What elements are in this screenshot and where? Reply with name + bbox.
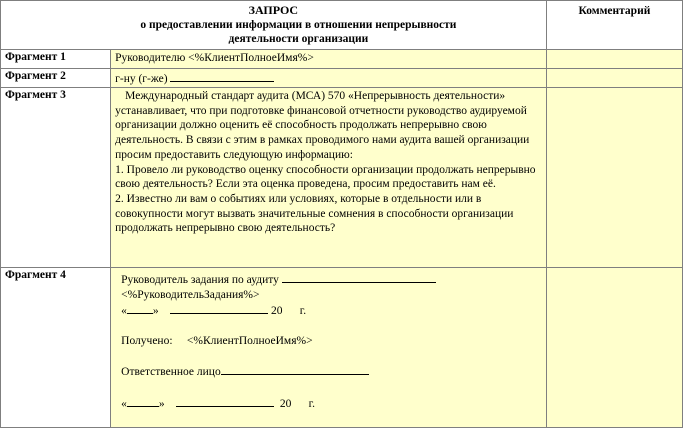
form-subtitle: о предоставлении информации в отношении непрерывности деятельности организации xyxy=(140,18,457,46)
audit-head-var: <%РуководительЗадания%> xyxy=(121,288,260,301)
fragment-2-label: Фрагмент 2 xyxy=(1,69,111,88)
audit-head-label: Руководитель задания по аудиту xyxy=(121,274,282,286)
fragment-4-label: Фрагмент 4 xyxy=(1,268,111,428)
fragment-2-text: г-ну (г-же) xyxy=(115,73,171,85)
audit-head-blank xyxy=(282,271,436,283)
fragment-1-label: Фрагмент 1 xyxy=(1,50,111,69)
received-value: <%КлиентПолноеИмя%> xyxy=(186,334,313,347)
fragment-2-content[interactable] xyxy=(111,69,547,88)
form-header xyxy=(1,1,547,50)
fragment-2-comment[interactable] xyxy=(546,69,682,88)
name-blank xyxy=(170,70,274,82)
form-title: ЗАПРОС xyxy=(248,3,299,17)
fragment-4-comment[interactable] xyxy=(546,268,682,428)
fragment-1-content[interactable] xyxy=(111,50,547,69)
fragment-3-paragraph: Международный стандарт аудита (МСА) 570 «Непрерывность деятельности» устанавливает, что при подготовке финансовой отчетности руководство аудируемой организации должно оценить её способность продолжать непрерывно свою деятельность. В связи с этим в рамках проводимого нами аудита вашей организации просим предоставить следующую информацию: xyxy=(115,90,530,161)
fragment-4-content[interactable] xyxy=(111,268,547,428)
fragment-1-comment[interactable] xyxy=(546,50,682,69)
fragment-3-comment[interactable] xyxy=(546,88,682,268)
date-line-2: « » 20 г. xyxy=(121,395,542,412)
fragment-1-text: Руководителю <%КлиентПолноеИмя%> xyxy=(115,52,314,64)
date-line-1: « » 20 г. xyxy=(121,302,542,319)
fragment-3-content[interactable] xyxy=(111,88,547,268)
comment-column-header: Комментарий xyxy=(546,1,682,50)
fragment-3-label: Фрагмент 3 xyxy=(1,88,111,268)
received-label: Получено: xyxy=(121,334,173,347)
fragment-3-item-1: 1. Провело ли руководство оценку способности организации продолжать непрерывно свою деятельность? Если эта оценка проведена, просим предоставить нам её. xyxy=(115,163,536,191)
audit-head-line xyxy=(121,271,542,288)
responsible-blank xyxy=(221,363,369,375)
responsible-line xyxy=(121,363,542,380)
fragment-3-item-2: 2. Известно ли вам о событиях или условиях, которые в отдельности или в совокупности могут вызвать значительные сомнения в способности организации продолжать непрерывно свою деятельность? xyxy=(115,192,514,235)
received-line xyxy=(121,334,542,349)
responsible-label: Ответственное лицо xyxy=(121,366,221,379)
